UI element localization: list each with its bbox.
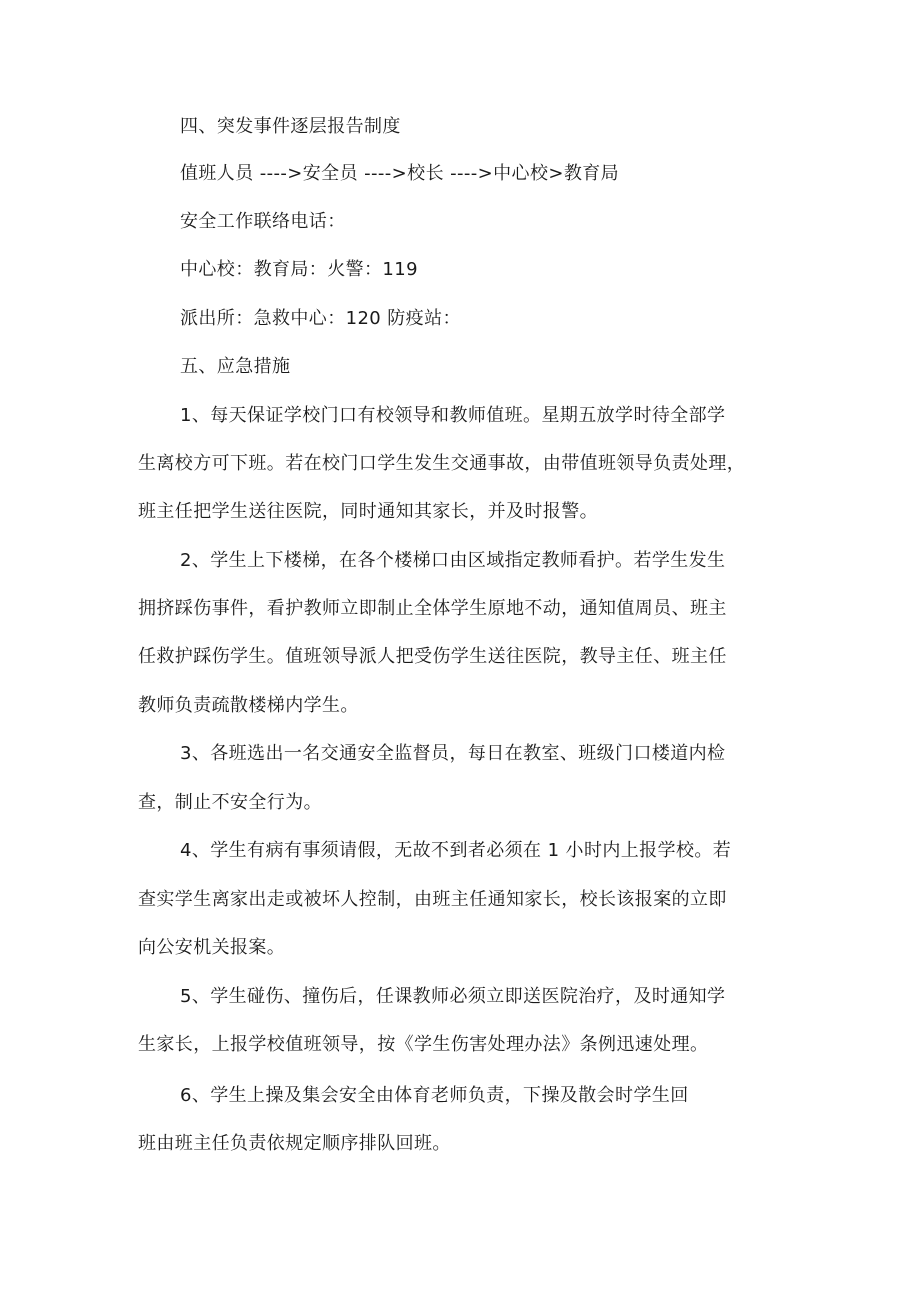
paragraph-line: 2、学生上下楼梯，在各个楼梯口由区域指定教师看护。若学生发生 (180, 550, 726, 571)
contact-phone-title: 安全工作联络电话： (180, 211, 346, 232)
section-heading-5: 五、应急措施 (180, 356, 291, 377)
paragraph-line: 3、各班选出一名交通安全监督员，每日在教室、班级门口楼道内检 (180, 743, 726, 764)
paragraph-line: 查实学生离家出走或被坏人控制，由班主任通知家长，校长该报案的立即 (138, 889, 727, 910)
paragraph-line: 6、学生上操及集会安全由体育老师负责，下操及散会时学生回 (180, 1085, 689, 1106)
report-chain: 值班人员 ---->安全员 ---->校长 ---->中心校>教育局 (180, 163, 620, 184)
paragraph-line: 向公安机关报案。 (138, 937, 286, 958)
paragraph-line: 查，制止不安全行为。 (138, 792, 322, 813)
paragraph-line: 教师负责疏散楼梯内学生。 (138, 695, 359, 716)
paragraph-line: 1、每天保证学校门口有校领导和教师值班。星期五放学时待全部学 (180, 405, 726, 426)
paragraph-line: 5、学生碰伤、撞伤后，任课教师必须立即送医院治疗，及时通知学 (180, 986, 726, 1007)
paragraph-line: 拥挤踩伤事件，看护教师立即制止全体学生原地不动，通知值周员、班主 (138, 598, 727, 619)
section-heading-4: 四、突发事件逐层报告制度 (180, 116, 401, 137)
paragraph-line: 班由班主任负责依规定顺序排队回班。 (138, 1133, 451, 1154)
paragraph-line: 任救护踩伤学生。值班领导派人把受伤学生送往医院，教导主任、班主任 (138, 646, 727, 667)
paragraph-line: 生离校方可下班。若在校门口学生发生交通事故，由带值班领导负责处理， (138, 453, 746, 474)
paragraph-line: 生家长，上报学校值班领导，按《学生伤害处理办法》条例迅速处理。 (138, 1034, 709, 1055)
paragraph-line: 班主任把学生送往医院，同时通知其家长，并及时报警。 (138, 501, 598, 522)
paragraph-line: 4、学生有病有事须请假，无故不到者必须在 1 小时内上报学校。若 (180, 840, 732, 861)
contact-line-1: 中心校：教育局：火警：119 (180, 259, 418, 280)
contact-line-2: 派出所：急救中心：120 防疫站： (180, 308, 461, 329)
